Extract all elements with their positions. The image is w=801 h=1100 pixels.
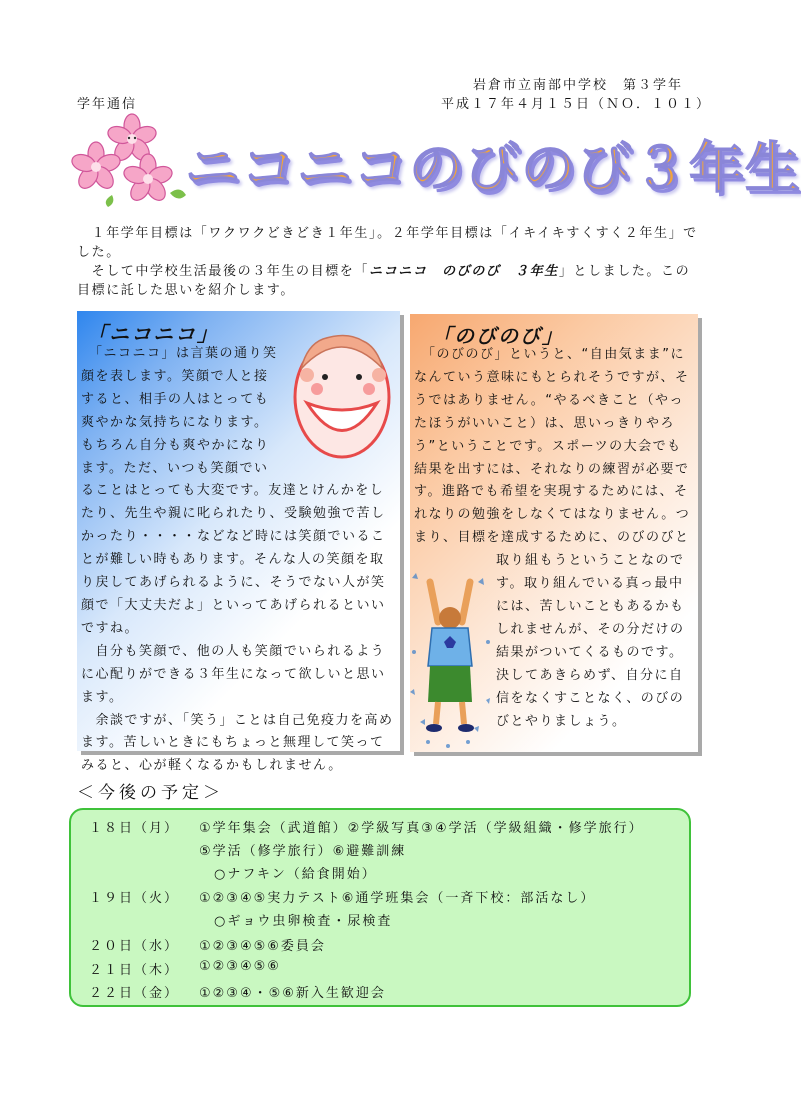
newsletter-label: 学年通信 xyxy=(77,97,138,112)
schedule-content: ①②③④・⑤⑥新入生歓迎会 xyxy=(199,986,386,1001)
schedule-content: ①②③④⑤⑥ xyxy=(199,959,281,974)
niko-niko-paragraph-2: 自分も笑顔で、他の人も笑顔でいられるように心配りができる３年生になって欲しいと思います。 xyxy=(81,643,386,705)
schedule-box xyxy=(69,808,691,1007)
banner-title: ニコニコのびのび３年生 xyxy=(185,136,801,200)
smiling-face-icon xyxy=(287,327,397,465)
schedule-day: １９日（火） xyxy=(89,891,180,906)
niko-niko-body xyxy=(81,343,397,778)
schedule-day: ２０日（水） xyxy=(89,939,180,954)
nobi-nobi-paragraph-1: 「のびのび」というと、“自由気まま”になんていう意味にもとられそうですが、そうではありません。“やるべきこと（やったほうがいいこと）は、思いっきりやろう”ということです。スポーツの大会でも結果を出すには、それなりの練習が必要です。進路でも希望を実現するためには、それなりの勉強をしなくてはなりません。つまり、目標を達成するために、のびのびと取り組もうということなのです。取り組んでいる真っ最中には、苦しいこともあるかもしれませんが、その分だけの結果がついてくるものです。決してあきらめず、自分に自信をなくすことなく、のびのびとやりましょう。 xyxy=(414,347,691,729)
intro-p2-after: 」としました。この目標に託した思いを紹介します。 xyxy=(77,264,691,298)
schedule-content: ①②③④⑤⑥委員会 xyxy=(199,939,326,954)
schedule-content: ①学年集会（武道館）②学級写真③④学活（学級組織・修学旅行） xyxy=(199,821,644,836)
nobi-nobi-section xyxy=(410,314,698,752)
nobi-nobi-body xyxy=(414,344,696,750)
nobi-nobi-title: 「のびのび」 xyxy=(432,324,564,348)
schedule-content: ①②③④⑤実力テスト⑥通学班集会（一斉下校：部活なし） xyxy=(199,891,596,906)
schedule-day: ２１日（木） xyxy=(89,963,180,978)
intro-emphasis: ニコニコ のびのび ３年生 xyxy=(369,264,559,279)
intro-p2-before: そして中学校生活最後の３年生の目標を「 xyxy=(77,264,370,279)
stretching-boy-icon xyxy=(408,572,492,750)
schedule-title: ＜今後の予定＞ xyxy=(77,783,224,803)
schedule-content: ⑤学活（修学旅行）⑥避難訓練 xyxy=(199,844,407,859)
niko-niko-title: 「ニコニコ」 xyxy=(87,322,219,346)
niko-niko-section xyxy=(77,311,400,774)
schedule-content: ○ギョウ虫卵検査・尿検査 xyxy=(199,914,393,929)
intro-paragraph-1: １年学年目標は「ワクワクどきどき１年生」。２年学年目標は「イキイキすくすく２年生」でした。 xyxy=(77,226,698,260)
niko-niko-paragraph-3: 余談ですが、「笑う」ことは自己免疫力を高めます。苦しいときにもちょっと無理して笑ってみると、心が軽くなるかもしれません。 xyxy=(81,712,394,774)
intro-text xyxy=(77,224,703,300)
intro-paragraph-2 xyxy=(77,262,703,300)
school-name: 岩倉市立南部中学校 第３学年 xyxy=(473,78,684,93)
schedule-day: ２２日（金） xyxy=(89,986,180,1001)
issue-date: 平成１７年４月１５日（ＮＯ．１０１） xyxy=(441,97,712,112)
schedule-day: １８日（月） xyxy=(89,821,180,836)
niko-niko-paragraph-1: 「ニコニコ」は言葉の通り笑顔を表します。笑顔で人と接すると、相手の人はとっても爽やかな気持ちになります。もちろん自分も爽やかになります。ただ、いつも笑顔でいることはとっても大変です。友達とけんかをしたり、先生や親に叱られたり、受験勉強で苦しかったり・・・・などなど時には笑顔でいることが難しい時もあります。そんな人の笑顔を取り戻してあげられるように、そうでない人が笑顔で「大丈夫だよ」といってあげられるといいですね。 xyxy=(81,346,386,636)
schedule-content: ○ナフキン（給食開始） xyxy=(199,867,377,882)
cherry-blossom-icon xyxy=(72,115,190,207)
